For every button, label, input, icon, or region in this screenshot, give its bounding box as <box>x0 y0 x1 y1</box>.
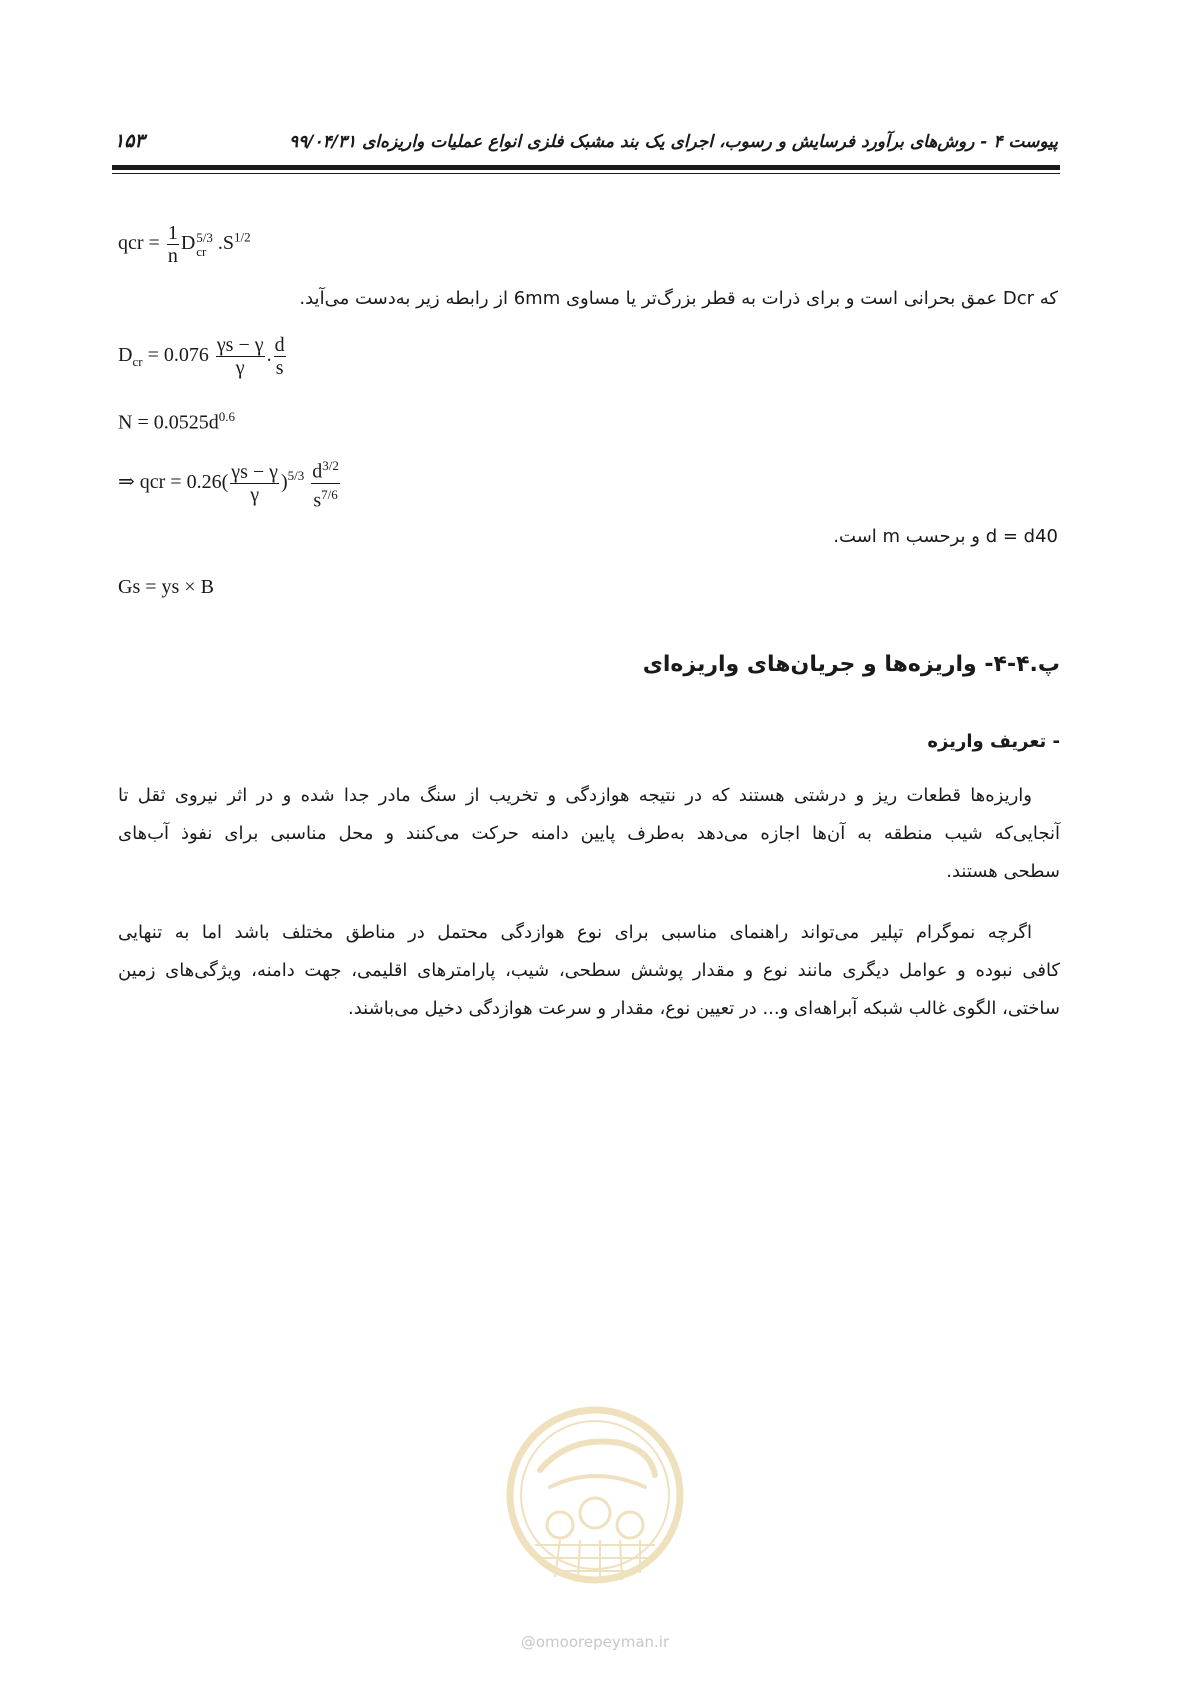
formula-dcr-numerator-1: γs − γ <box>216 334 264 356</box>
formula-qcr-numerator: 1 <box>167 222 178 244</box>
formula-qcr2-close: ) <box>280 470 288 493</box>
formula-qcr-d-sup: 5/3 <box>196 229 213 245</box>
paragraph-2 <box>118 914 1060 1028</box>
formula-dcr-eq: = 0.076 <box>142 344 209 367</box>
formula-qcr2-denominator-2-sup: 7/6 <box>321 486 338 502</box>
formula-dcr-fraction-1 <box>216 334 265 379</box>
formula-dcr-lhs: D <box>118 344 133 367</box>
paragraph-2-line-1: اگرچه نموگرام تپلیر می‌تواند راهنمای مناسبی برای نوع هوازدگی محتمل در مناطق مختلف باشد اما به تنهایی <box>118 922 1032 943</box>
formula-qcr <box>118 222 251 267</box>
formula-qcr2-denominator-2: s <box>313 489 322 512</box>
formula-qcr-combined <box>118 455 342 511</box>
header-rule-thin <box>112 173 1060 174</box>
formula-qcr-d-sub: cr <box>196 243 207 259</box>
formula-dcr-fraction-2 <box>274 334 286 379</box>
formula-qcr2-denominator-1: γ <box>250 483 260 506</box>
formula-qcr-d: D <box>180 232 196 255</box>
formula-dcr-lhs-sub: cr <box>132 354 143 370</box>
formula-qcr2-numerator-2-sup: 3/2 <box>322 458 339 473</box>
paragraph-1 <box>118 777 1060 891</box>
formula-qcr-lhs: qcr = <box>118 232 160 255</box>
formula-n-lhs: N = 0.0525d <box>118 411 219 434</box>
formula-dcr-numerator-2: d <box>274 334 285 356</box>
running-header-title: پیوست ۴ - روش‌های برآورد فرسایش و رسوب، اجرای یک بند مشبک فلزی انواع عملیات واریزه‌ای ۹۹/۰۴/۳۱ <box>288 132 1058 152</box>
page-number: ۱۵۳ <box>114 130 145 152</box>
formula-qcr2-numerator-2: d <box>312 460 323 483</box>
subheading-debris-definition: - تعریف واریزه <box>927 731 1060 752</box>
formula-qcr-fraction <box>167 222 179 267</box>
formula-qcr-denominator: n <box>167 245 178 267</box>
d-note: d = d40 و برحسب m است. <box>833 526 1058 547</box>
formula-dcr-dot: . <box>266 344 272 367</box>
watermark-url: @omoorepeyman.ir <box>520 1633 670 1651</box>
formula-qcr2-fraction-1 <box>230 461 279 506</box>
formula-dcr-denominator-2: s <box>275 357 284 379</box>
paragraph-1-line-3: سطحی هستند. <box>946 861 1060 882</box>
paragraph-1-line-2: آنجایی‌که شیب منطقه به آن‌ها اجازه می‌دهد به‌طرف پایین دامنه حرکت می‌کنند و محل مناسبی برای نفوذ آب‌های <box>118 823 1060 844</box>
dcr-note: که Dcr عمق بحرانی است و برای ذرات به قطر بزرگ‌تر یا مساوی 6mm از رابطه زیر به‌دست می‌آید. <box>299 288 1058 309</box>
paragraph-2-line-2: کافی نبوده و عوامل دیگری مانند نوع و مقدار پوشش سطحی، شیب، پارامترهای اقلیمی، جهت دامنه، ویژگی‌های زمین <box>118 960 1060 981</box>
paragraph-2-line-3: ساختی، الگوی غالب شبکه آبراهه‌ای و... در تعیین نوع، مقدار و سرعت هوازدگی دخیل می‌باشند. <box>348 998 1060 1019</box>
formula-qcr2-numerator-1: γs − γ <box>231 460 278 483</box>
formula-n <box>118 409 235 435</box>
watermark-logo-seal <box>500 1395 690 1625</box>
formula-dcr-denominator-1: γ <box>235 357 245 379</box>
formula-dcr <box>118 334 288 379</box>
formula-qcr2-lhs: ⇒ qcr = 0.26( <box>118 470 229 493</box>
formula-qcr-s-sup: 1/2 <box>234 229 251 245</box>
paragraph-1-line-1: واریزه‌ها قطعات ریز و درشتی هستند که در نتیجه هوازدگی و تخریب از سنگ مادر جدا شده و در اثر نیروی ثقل تا <box>118 785 1032 806</box>
section-heading: پ.۴-۴- واریزه‌ها و جریان‌های واریزه‌ای <box>642 652 1060 677</box>
header-rule-thick <box>112 165 1060 170</box>
formula-gs: Gs = ys × B <box>118 576 214 598</box>
formula-n-sup: 0.6 <box>218 409 235 424</box>
formula-qcr2-sup: 5/3 <box>287 468 305 484</box>
formula-qcr2-fraction-2 <box>311 455 340 511</box>
formula-qcr-s: .S <box>217 232 235 255</box>
